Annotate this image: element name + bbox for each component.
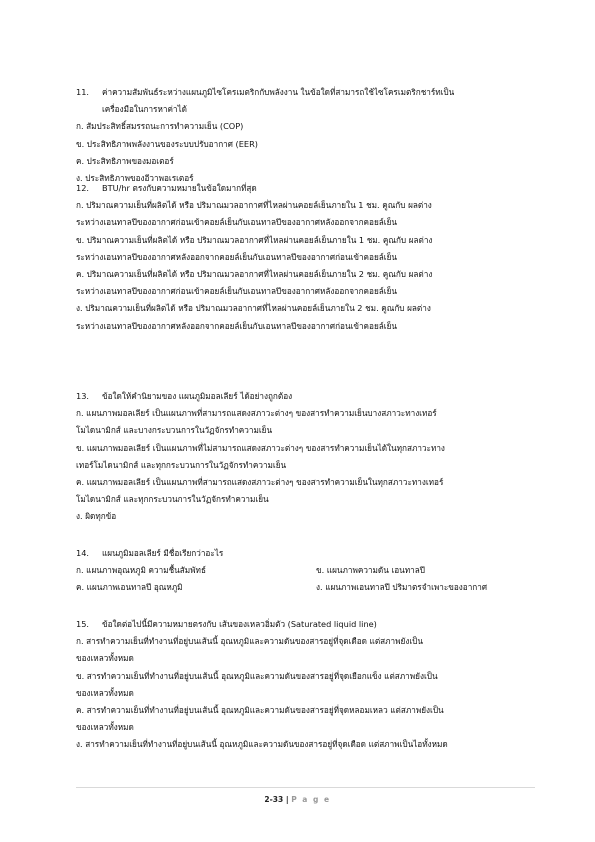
option-d: ง. ประสิทธิภาพของอีวาพอเรเตอร์ xyxy=(76,173,194,184)
option-d: ง. แผนภาพเอนทาลปี ปริมาตรจำเพาะของอากาศ xyxy=(316,582,488,593)
question-text: ข้อใดให้คำนิยามของ แผนภูมิมอลเลียร์ ได้อย่างถูกต้อง xyxy=(102,391,293,401)
option-d-continued: ระหว่างเอนทาลปีของอากาศหลังออกจากคอยล์เย็นกับเอนทาลปีของอากาศก่อนเข้าคอยล์เย็น xyxy=(76,320,397,331)
question-number: 15. xyxy=(76,619,90,629)
option-b: ข. ประสิทธิภาพพลังงานของระบบปรับอากาศ (EER) xyxy=(76,138,258,149)
option-a: ก. แผนภาพอุณหภูมิ ความชื้นสัมพัทธ์ xyxy=(76,565,206,576)
option-b-continued: ของเหลวทั้งหมด xyxy=(76,687,134,698)
option-b: ข. แผนภาพความดัน เอนทาลปี xyxy=(316,565,425,576)
option-a: ก. สัมประสิทธิ์สมรรถนะการทำความเย็น (COP) xyxy=(76,121,244,132)
footer-divider xyxy=(76,787,535,788)
option-d: ง. สารทำความเย็นที่ทำงานที่อยู่บนเส้นนี้ อุณหภูมิและความดันของสารอยู่ที่จุดเดือด แต่สภาพเป็นไอทั้งหมด xyxy=(76,739,448,750)
option-a: ก. สารทำความเย็นที่ทำงานที่อยู่บนเส้นนี้ อุณหภูมิและความดันของสารอยู่ที่จุดเดือด แต่สภาพยังเป็น xyxy=(76,636,423,647)
question-text: ค่าความสัมพันธ์ระหว่างแผนภูมิไซโครเมตริกกับพลังงาน ในข้อใดที่สามารถใช้ไซโครเมตริกชาร์ทเป็น xyxy=(102,87,455,97)
question-text: BTU/hr ตรงกับความหมายในข้อใดมากที่สุด xyxy=(102,183,257,193)
option-c: ค. ประสิทธิภาพของมอเตอร์ xyxy=(76,155,174,166)
option-a-continued: ระหว่างเอนทาลปีของอากาศก่อนเข้าคอยล์เย็นกับเอนทาลปีของอากาศหลังออกจากคอยล์เย็น xyxy=(76,217,397,228)
options-row xyxy=(76,579,535,596)
option-b: ข. แผนภาพมอลเลียร์ เป็นแผนภาพที่ไม่สามารถแสดงสภาวะต่างๆ ของสารทำความเย็นได้ในทุกสภาวะทาง xyxy=(76,442,445,453)
option-c: ค. สารทำความเย็นที่ทำงานที่อยู่บนเส้นนี้ อุณหภูมิและความดันของสารอยู่ที่จุดหลอมเหลว แต่สภาพยังเป็น xyxy=(76,705,444,716)
question-15-stem xyxy=(76,616,535,633)
option-b: ข. สารทำความเย็นที่ทำงานที่อยู่บนเส้นนี้ อุณหภูมิและความดันของสารอยู่ที่จุดเยือกแข็ง แต่สภาพยังเป็น xyxy=(76,670,438,681)
question-14-stem xyxy=(76,545,535,562)
question-14 xyxy=(76,545,535,597)
option-c: ค. แผนภาพเอนทาลปี อุณหภูมิ xyxy=(76,582,183,593)
option-c-continued: ระหว่างเอนทาลปีของอากาศก่อนเข้าคอยล์เย็นกับเอนทาลปีของอากาศหลังออกจากคอยล์เย็น xyxy=(76,286,397,297)
options-row xyxy=(76,562,535,579)
question-11-stem xyxy=(76,84,535,101)
option-b: ข. ปริมาณความเย็นที่ผลิตได้ หรือ ปริมาณมวลอากาศที่ไหลผ่านคอยล์เย็นภายใน 1 ชม. คูณกับ ผลต่าง xyxy=(76,234,433,245)
question-text: แผนภูมิมอลเลียร์ มีชื่อเรียกว่าอะไร xyxy=(102,548,224,558)
question-text-continued: เครื่องมือในการหาค่าได้ xyxy=(102,104,187,115)
page-footer xyxy=(0,795,595,804)
question-number: 14. xyxy=(76,548,90,558)
page-label: P a g e xyxy=(291,795,331,804)
footer-separator: | xyxy=(285,795,289,804)
option-a-continued: ของเหลวทั้งหมด xyxy=(76,653,134,664)
question-12 xyxy=(76,180,535,335)
option-a: ก. แผนภาพมอลเลียร์ เป็นแผนภาพที่สามารถแสดงสภาวะต่างๆ ของสารทำความเย็นบางสภาวะทางเทอร์ xyxy=(76,408,437,419)
page-number: 2-33 xyxy=(264,795,284,804)
option-c-continued: โมไดนามิกส์ และทุกกระบวนการในวัฏจักรทำความเย็น xyxy=(76,494,269,505)
question-number: 12. xyxy=(76,183,90,193)
option-c: ค. แผนภาพมอลเลียร์ เป็นแผนภาพที่สามารถแสดงสภาวะต่างๆ ของสารทำความเย็นในทุกสภาวะทางเทอร์ xyxy=(76,477,444,488)
option-b-continued: ระหว่างเอนทาลปีของอากาศหลังออกจากคอยล์เย็นกับเอนทาลปีของอากาศก่อนเข้าคอยล์เย็น xyxy=(76,251,397,262)
option-a-continued: โมไดนามิกส์ และบางกระบวนการในวัฏจักรทำความเย็น xyxy=(76,425,273,436)
option-c: ค. ปริมาณความเย็นที่ผลิตได้ หรือ ปริมาณมวลอากาศที่ไหลผ่านคอยล์เย็นภายใน 2 ชม. คูณกับ ผลต่าง xyxy=(76,269,433,280)
question-number: 11. xyxy=(76,87,90,97)
option-b-continued: เทอร์โมไดนามิกส์ และทุกกระบวนการในวัฏจักรทำความเย็น xyxy=(76,459,287,470)
question-11 xyxy=(76,84,535,187)
question-12-stem xyxy=(76,180,535,197)
option-d: ง. ปริมาณความเย็นที่ผลิตได้ หรือ ปริมาณมวลอากาศที่ไหลผ่านคอยล์เย็นภายใน 2 ชม. คูณกับ ผลต่าง xyxy=(76,303,431,314)
question-number: 13. xyxy=(76,391,90,401)
question-13-stem xyxy=(76,388,535,405)
question-text: ข้อใดต่อไปนี้มีความหมายตรงกับ เส้นของเหลวอิ่มตัว (Saturated liquid line) xyxy=(102,619,377,629)
question-15 xyxy=(76,616,535,754)
option-a: ก. ปริมาณความเย็นที่ผลิตได้ หรือ ปริมาณมวลอากาศที่ไหลผ่านคอยล์เย็นภายใน 1 ชม. คูณกับ ผลต่าง xyxy=(76,200,432,211)
question-13 xyxy=(76,388,535,526)
option-c-continued: ของเหลวทั้งหมด xyxy=(76,722,134,733)
option-d: ง. ผิดทุกข้อ xyxy=(76,511,117,522)
